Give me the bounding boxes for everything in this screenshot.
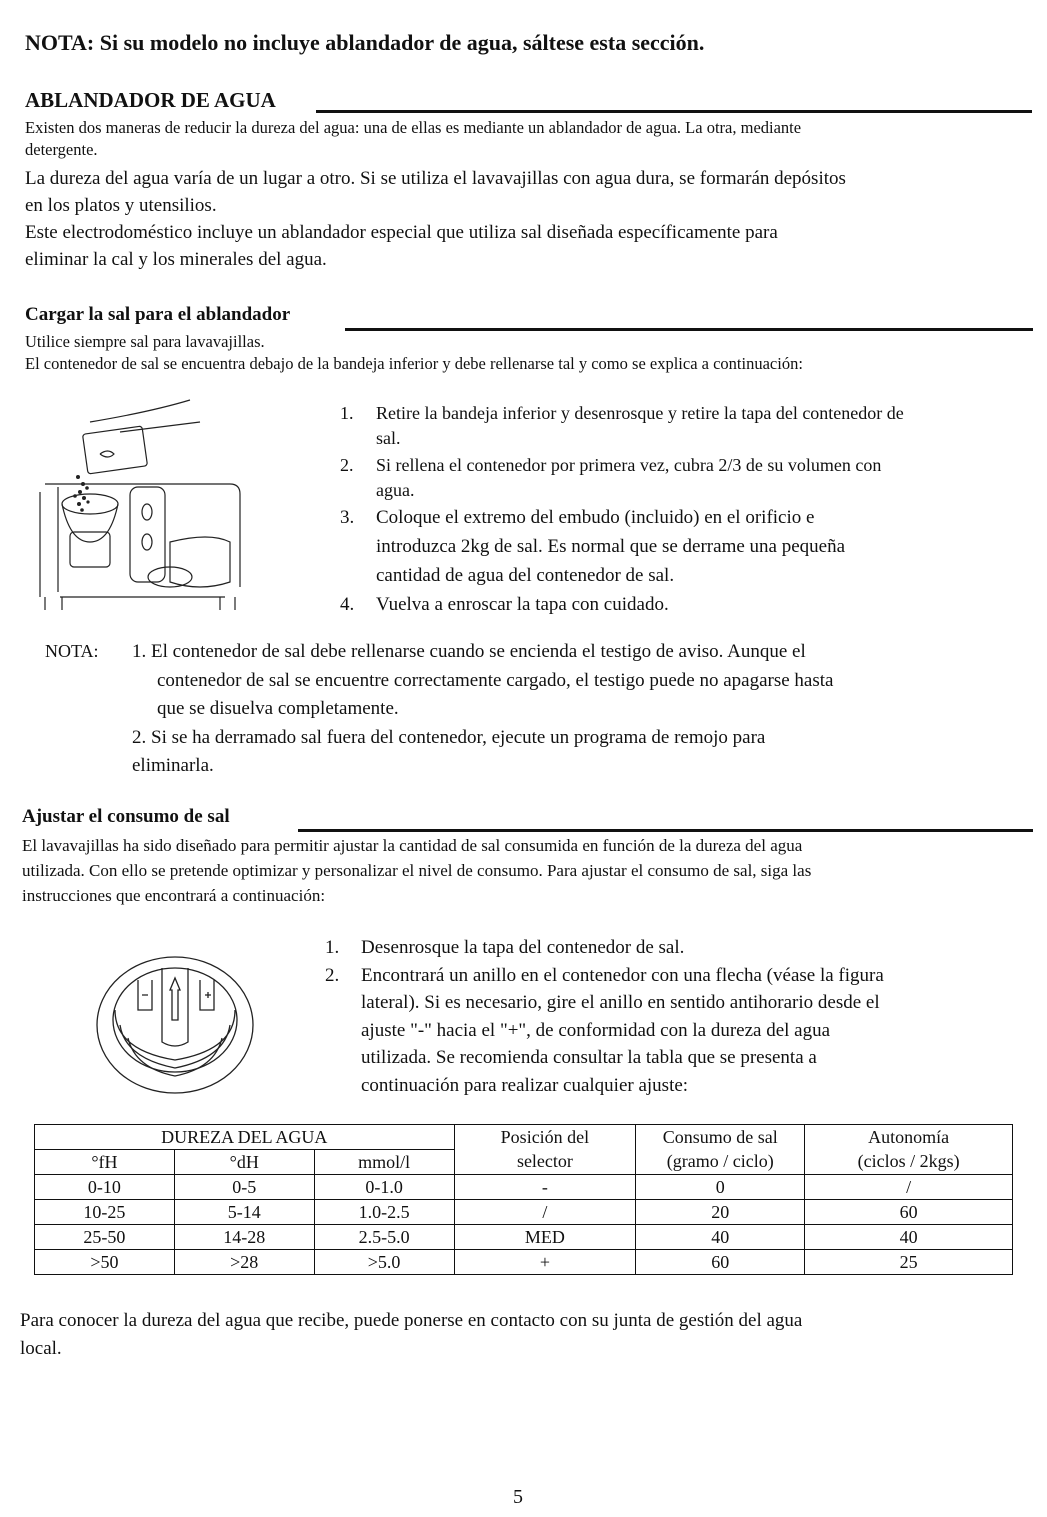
section-title-load-salt: Cargar la sal para el ablandador — [25, 304, 291, 325]
cell-consumption: 60 — [636, 1250, 805, 1275]
cell-consumption: 20 — [636, 1200, 805, 1225]
softener-intro: Existen dos maneras de reducir la dureza del agua: una de ellas es mediante un ablandador de agua. La otra, mediante detergente. — [25, 118, 802, 159]
table-row — [35, 1225, 1013, 1250]
section-rule — [316, 110, 1032, 113]
cell-consumption: 40 — [636, 1225, 805, 1250]
cell-mmol: 2.5-5.0 — [314, 1225, 454, 1250]
selector-ring-illustration — [90, 950, 260, 1100]
cell-mmol: 0-1.0 — [314, 1175, 454, 1200]
cell-mmol: 1.0-2.5 — [314, 1200, 454, 1225]
list-item: 1. Retire la bandeja inferior y desenrosque y retire la tapa del contenedor de sal. — [340, 403, 904, 448]
table-row — [35, 1200, 1013, 1225]
cell-fh: >50 — [35, 1250, 175, 1275]
section-rule — [298, 829, 1033, 832]
cell-autonomy: 25 — [805, 1250, 1013, 1275]
list-item: 3. Coloque el extremo del embudo (incluido) en el orificio e introduzca 2kg de sal. Es normal que se derrame una pequeña cantidad de agua del contenedor de sal. — [340, 507, 846, 586]
header-mmol: mmol/l — [314, 1150, 454, 1175]
cell-fh: 25-50 — [35, 1225, 175, 1250]
load-salt-intro: Utilice siempre sal para lavavajillas. El contenedor de sal se encuentra debajo de la bandeja inferior y debe rellenarse tal y como se explica a continuación: — [25, 332, 803, 373]
notes-block: 1. El contenedor de sal debe rellenarse cuando se encienda el testigo de aviso. Aunque el contenedor de sal se encuentre correctamente cargado, el testigo puede no apagarse hasta que se disuelva completamente. 2. Si se ha derramado sal fuera del contenedor, ejecute un programa de remojo para eliminarla. — [132, 641, 834, 776]
header-consumption: Consumo de sal (gramo / ciclo) — [636, 1125, 805, 1175]
adjust-salt-steps — [325, 934, 1015, 1099]
cell-position: MED — [454, 1225, 636, 1250]
load-salt-steps — [340, 401, 1020, 619]
cell-dh: 5-14 — [174, 1200, 314, 1225]
list-item: 1. Desenrosque la tapa del contenedor de sal. — [325, 937, 685, 958]
table-header-row — [35, 1125, 1013, 1150]
header-dh: °dH — [174, 1150, 314, 1175]
cell-position: - — [454, 1175, 636, 1200]
water-hardness-table — [34, 1124, 1013, 1275]
header-position: Posición del selector — [454, 1125, 636, 1175]
header-hardness: DUREZA DEL AGUA — [35, 1125, 455, 1150]
hardness-paragraph: La dureza del agua varía de un lugar a otro. Si se utiliza el lavavajillas con agua dura, se formarán depósitos en los platos y utensilios. Este electrodoméstico incluye un ablandador especial que utiliza sal diseñada específicamente para eliminar la cal y los minerales del agua. — [25, 168, 846, 270]
cell-autonomy: / — [805, 1175, 1013, 1200]
cell-dh: 14-28 — [174, 1225, 314, 1250]
top-note: NOTA: Si su modelo no incluye ablandador de agua, sáltese esta sección. — [25, 30, 705, 55]
table-row — [35, 1250, 1013, 1275]
cell-dh: 0-5 — [174, 1175, 314, 1200]
cell-position: + — [454, 1250, 636, 1275]
list-item: 2. Encontrará un anillo en el contenedor con una flecha (véase la figura lateral). Si es necesario, gire el anillo en sentido antihorario desde el ajuste "-" hacia el "+", de conformidad con la dureza del agua utilizada. Se recomienda consultar la tabla que se presenta a continuación para realizar cualquier ajuste: — [325, 964, 884, 1096]
cell-mmol: >5.0 — [314, 1250, 454, 1275]
note-label: NOTA: — [45, 641, 99, 661]
header-fh: °fH — [35, 1150, 175, 1175]
cell-fh: 10-25 — [35, 1200, 175, 1225]
list-item: 4. Vuelva a enroscar la tapa con cuidado. — [340, 594, 669, 615]
footer-paragraph: Para conocer la dureza del agua que recibe, puede ponerse en contacto con su junta de gestión del agua local. — [20, 1310, 803, 1359]
header-autonomy: Autonomía (ciclos / 2kgs) — [805, 1125, 1013, 1175]
adjust-salt-intro: El lavavajillas ha sido diseñado para permitir ajustar la cantidad de sal consumida en función de la dureza del agua utilizada. Con ello se pretende optimizar y personalizar el nivel de consumo. Para ajustar el consumo de sal, siga las instrucciones que encontrará a continuación: — [22, 836, 812, 905]
cell-position: / — [454, 1200, 636, 1225]
cell-fh: 0-10 — [35, 1175, 175, 1200]
cell-consumption: 0 — [636, 1175, 805, 1200]
cell-autonomy: 40 — [805, 1225, 1013, 1250]
list-item: 2. Si rellena el contenedor por primera vez, cubra 2/3 de su volumen con agua. — [340, 455, 882, 500]
section-title-adjust-salt: Ajustar el consumo de sal — [22, 806, 230, 827]
cell-dh: >28 — [174, 1250, 314, 1275]
cell-autonomy: 60 — [805, 1200, 1013, 1225]
salt-loading-illustration — [30, 392, 250, 617]
section-title-water-softener: ABLANDADOR DE AGUA — [25, 88, 276, 112]
page-number: 5 — [513, 1486, 523, 1508]
table-row — [35, 1175, 1013, 1200]
